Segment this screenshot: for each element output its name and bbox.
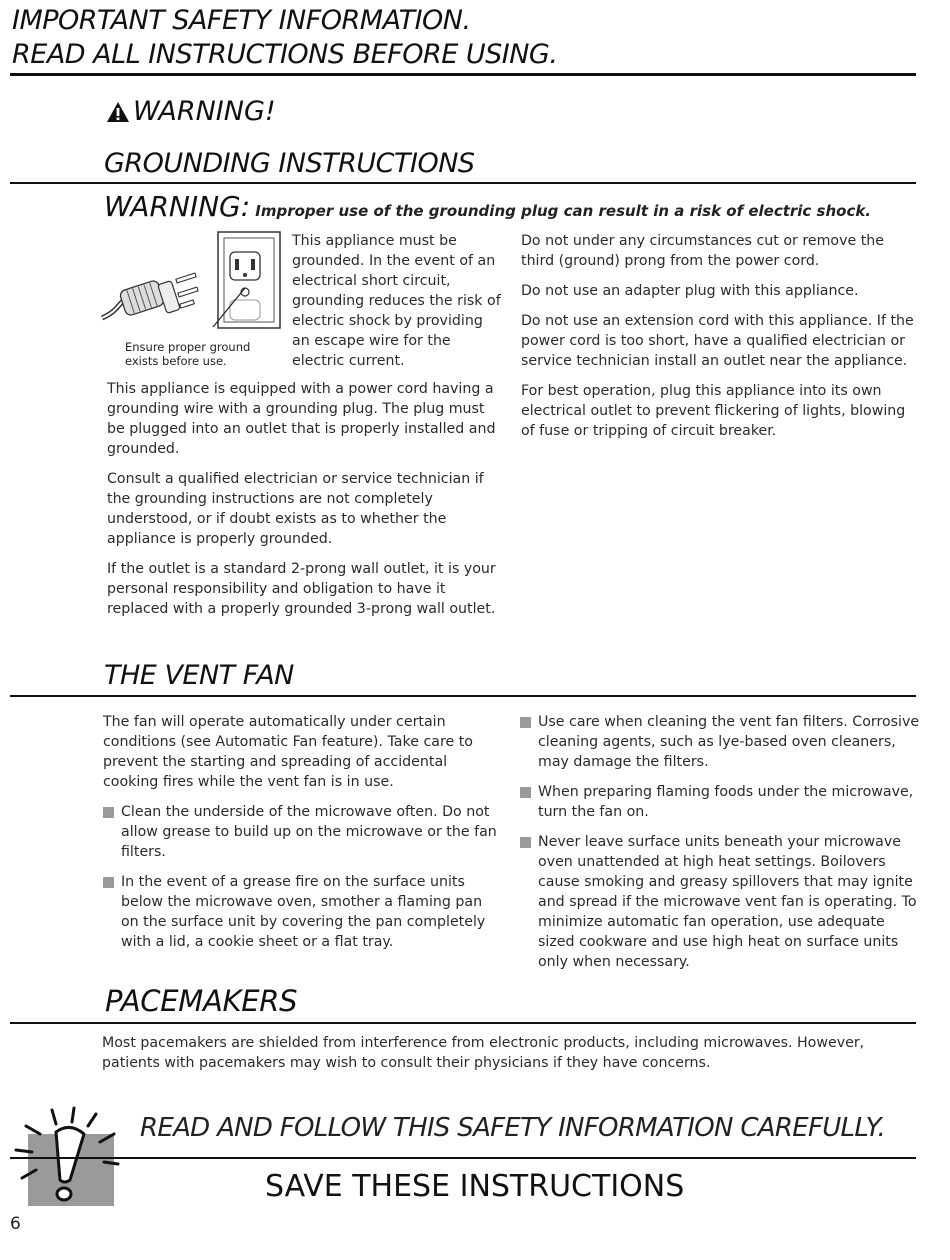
pacemakers-rule — [10, 1022, 916, 1024]
grounding-warning-text: Improper use of the grounding plug can result in a risk of electric shock. — [255, 202, 872, 220]
warning-title-text: WARNING! — [133, 96, 276, 127]
list-item-text: In the event of a grease fire on the surface units below the microwave oven, smother a flaming pan on the surface unit by covering the pan completely with a lid, a cookie sheet or a flat tray. — [121, 874, 486, 950]
grounding-right-column — [521, 231, 916, 451]
bullet-square-icon — [520, 787, 531, 798]
bullet-square-icon — [103, 807, 114, 818]
vent-fan-right-column — [520, 712, 920, 982]
exclamation-alert-icon — [12, 1104, 122, 1208]
image-caption-line-1: Ensure proper ground — [125, 340, 251, 354]
list-item-text: Use care when cleaning the vent fan filters. Corrosive cleaning agents, such as lye-based oven cleaners, may damage the filters. — [538, 714, 920, 770]
vent-fan-rule — [10, 695, 916, 697]
vent-fan-intro: The fan will operate automatically under certain conditions (see Automatic Fan feature). Take care to prevent the starting and spreading of accidental cooking fires while the vent fan is in use. — [103, 714, 473, 790]
alert-graphic — [12, 1104, 122, 1208]
page-header — [12, 4, 557, 72]
header-line-2: READ ALL INSTRUCTIONS BEFORE USING. — [12, 39, 558, 70]
bullet-square-icon — [103, 877, 114, 888]
grounding-plug-outlet-icon — [100, 230, 285, 342]
footer-rule — [10, 1157, 916, 1159]
bullet-square-icon — [520, 837, 531, 848]
grounding-left-paragraph: If the outlet is a standard 2-prong wall outlet, it is your personal responsibility and obligation to have it replaced with a properly grounded 3-prong wall outlet. — [107, 561, 496, 617]
list-item — [520, 832, 920, 972]
image-caption-line-2: exists before use. — [125, 354, 227, 368]
grounding-right-paragraph: For best operation, plug this appliance into its own electrical outlet to prevent flickering of lights, blowing of fuse or tripping of circuit breaker. — [521, 383, 906, 439]
page-number: 6 — [10, 1214, 21, 1234]
grounding-left-paragraph: This appliance is equipped with a power cord having a grounding wire with a grounding plug. The plug must be plugged into an outlet that is properly installed and grounded. — [107, 381, 496, 457]
grounding-plug-image — [100, 230, 285, 342]
pacemakers-heading: PACEMAKERS — [105, 984, 298, 1018]
grounding-rule — [10, 182, 916, 184]
list-item-text: When preparing flaming foods under the microwave, turn the fan on. — [538, 784, 914, 820]
list-item — [103, 802, 503, 862]
list-item — [103, 872, 503, 952]
warning-title — [106, 96, 276, 127]
grounding-warning-word: WARNING: — [104, 190, 251, 223]
grounding-warning-line — [104, 190, 871, 223]
grounding-left-column — [107, 379, 502, 629]
list-item — [520, 712, 920, 772]
grounding-heading: GROUNDING INSTRUCTIONS — [104, 148, 475, 179]
list-item-text: Never leave surface units beneath your microwave oven unattended at high heat settings. Boilovers cause smoking and greasy spillovers that may ignite and spread if the microwave vent fan is operating. To minimize automatic fan operation, use adequate sized cookware and use high heat on surface units only when necessary. — [538, 834, 917, 970]
grounding-image-caption — [125, 340, 250, 368]
vent-fan-heading: THE VENT FAN — [104, 660, 294, 691]
grounding-right-paragraph: Do not under any circumstances cut or remove the third (ground) prong from the power cord. — [521, 233, 885, 269]
header-rule — [10, 73, 916, 76]
bullet-square-icon — [520, 717, 531, 728]
grounding-right-paragraph: Do not use an extension cord with this appliance. If the power cord is too short, have a qualified electrician or service technician install an outlet near the appliance. — [521, 313, 914, 369]
vent-fan-left-column — [103, 712, 503, 962]
grounding-left-paragraph: Consult a qualified electrician or service technician if the grounding instructions are not completely understood, or if doubt exists as to whether the appliance is properly grounded. — [107, 471, 484, 547]
grounding-side-text: This appliance must be grounded. In the event of an electrical short circuit, grounding reduces the risk of electric shock by providing an escape wire for the electric current. — [292, 233, 501, 369]
pacemakers-text: Most pacemakers are shielded from interference from electronic products, including microwaves. However, patients with pacemakers may wish to consult their physicians if they have concerns. — [102, 1035, 865, 1071]
read-follow-text: READ AND FOLLOW THIS SAFETY INFORMATION CAREFULLY. — [140, 1113, 886, 1143]
grounding-right-paragraph: Do not use an adapter plug with this appliance. — [521, 283, 859, 299]
save-instructions-text: SAVE THESE INSTRUCTIONS — [265, 1169, 685, 1204]
header-line-1: IMPORTANT SAFETY INFORMATION. — [12, 5, 471, 36]
list-item — [520, 782, 920, 822]
warning-triangle-icon — [106, 101, 130, 123]
list-item-text: Clean the underside of the microwave often. Do not allow grease to build up on the microwave or the fan filters. — [121, 804, 497, 860]
